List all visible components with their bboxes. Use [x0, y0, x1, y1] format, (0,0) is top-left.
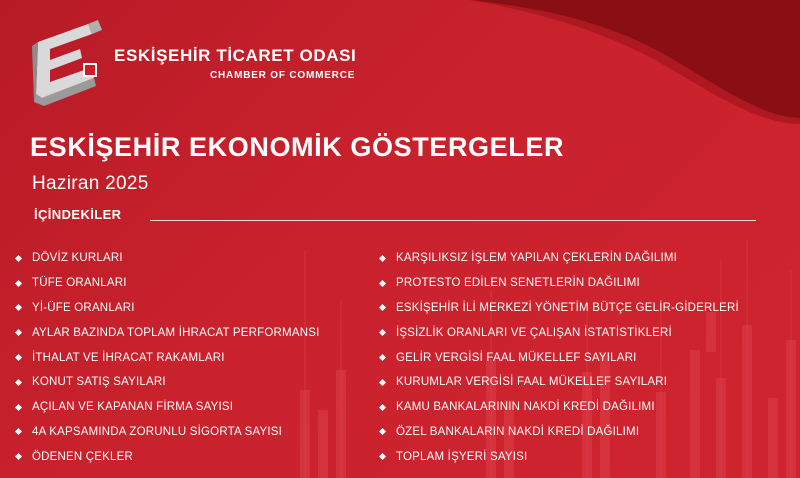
- diamond-bullet-icon: [379, 304, 386, 311]
- toc-item-label: KAMU BANKALARININ NAKDİ KREDİ DAĞILIMI: [396, 401, 655, 414]
- toc-item[interactable]: [16, 444, 319, 469]
- toc-item[interactable]: [380, 320, 739, 345]
- toc-item[interactable]: [380, 345, 739, 370]
- toc-item[interactable]: [16, 246, 319, 271]
- toc-divider: [150, 220, 756, 221]
- toc-item[interactable]: [16, 395, 319, 420]
- toc-item[interactable]: [380, 444, 739, 469]
- diamond-bullet-icon: [15, 304, 22, 311]
- toc-item-label: İŞSİZLİK ORANLARI VE ÇALIŞAN İSTATİSTİKLERİ: [396, 326, 672, 339]
- toc-item-label: Yİ-ÜFE ORANLARI: [32, 301, 135, 314]
- toc-item-label: KURUMLAR VERGİSİ FAAL MÜKELLEF SAYILARI: [396, 376, 668, 389]
- diamond-bullet-icon: [379, 379, 386, 386]
- toc-item-label: TOPLAM İŞYERİ SAYISI: [396, 450, 528, 463]
- toc-item[interactable]: [16, 271, 319, 296]
- page-title: ESKİŞEHİR EKONOMİK GÖSTERGELER: [30, 132, 565, 162]
- toc-item[interactable]: [380, 395, 739, 420]
- diamond-bullet-icon: [379, 453, 386, 460]
- toc-item[interactable]: [380, 420, 739, 445]
- toc-item-label: AYLAR BAZINDA TOPLAM İHRACAT PERFORMANSI: [32, 326, 320, 339]
- toc-item[interactable]: [16, 370, 319, 395]
- toc-item-label: ÖDENEN ÇEKLER: [32, 450, 134, 463]
- diamond-bullet-icon: [379, 329, 386, 336]
- toc-item-label: PROTESTO EDİLEN SENETLERİN DAĞILIMI: [396, 277, 640, 290]
- eto-logo-icon: [32, 16, 108, 106]
- toc-item-label: KARŞILIKSIZ İŞLEM YAPILAN ÇEKLERİN DAĞILIMI: [396, 252, 678, 265]
- toc-item[interactable]: [16, 345, 319, 370]
- diamond-bullet-icon: [15, 428, 22, 435]
- toc-item[interactable]: [380, 370, 739, 395]
- diamond-bullet-icon: [15, 280, 22, 287]
- toc-item-label: DÖVİZ KURLARI: [32, 252, 123, 265]
- diamond-bullet-icon: [379, 354, 386, 361]
- toc-item-label: AÇILAN VE KAPANAN FİRMA SAYISI: [32, 401, 234, 414]
- toc-heading: İÇİNDEKİLER: [34, 207, 122, 222]
- brand-subtitle: CHAMBER OF COMMERCE: [210, 70, 356, 81]
- diamond-bullet-icon: [15, 255, 22, 262]
- report-date: Haziran 2025: [32, 173, 149, 194]
- toc-item-label: ESKİŞEHİR İLİ MERKEZİ YÖNETİM BÜTÇE GELİR-GİDERLERİ: [396, 301, 739, 314]
- toc-item-label: 4A KAPSAMINDA ZORUNLU SİGORTA SAYISI: [32, 425, 283, 438]
- diamond-bullet-icon: [379, 404, 386, 411]
- toc-item-label: ÖZEL BANKALARIN NAKDİ KREDİ DAĞILIMI: [396, 425, 640, 438]
- toc-list-right: [380, 246, 739, 469]
- toc-item-label: TÜFE ORANLARI: [32, 277, 127, 290]
- diamond-bullet-icon: [15, 453, 22, 460]
- toc-list-left: [16, 246, 319, 469]
- toc-item-label: İTHALAT VE İHRACAT RAKAMLARI: [32, 351, 225, 364]
- diamond-bullet-icon: [15, 379, 22, 386]
- toc-item[interactable]: [380, 246, 739, 271]
- toc-item[interactable]: [16, 296, 319, 321]
- diamond-bullet-icon: [15, 404, 22, 411]
- diamond-bullet-icon: [15, 354, 22, 361]
- toc-item[interactable]: [16, 420, 319, 445]
- toc-item-label: GELİR VERGİSİ FAAL MÜKELLEF SAYILARI: [396, 351, 637, 364]
- diamond-bullet-icon: [379, 280, 386, 287]
- toc-item[interactable]: [380, 296, 739, 321]
- diamond-bullet-icon: [379, 428, 386, 435]
- toc-item[interactable]: [380, 271, 739, 296]
- diamond-bullet-icon: [379, 255, 386, 262]
- toc-item-label: KONUT SATIŞ SAYILARI: [32, 376, 166, 389]
- diamond-bullet-icon: [15, 329, 22, 336]
- toc-item[interactable]: [16, 320, 319, 345]
- brand-name: ESKİŞEHİR TİCARET ODASI: [114, 46, 357, 65]
